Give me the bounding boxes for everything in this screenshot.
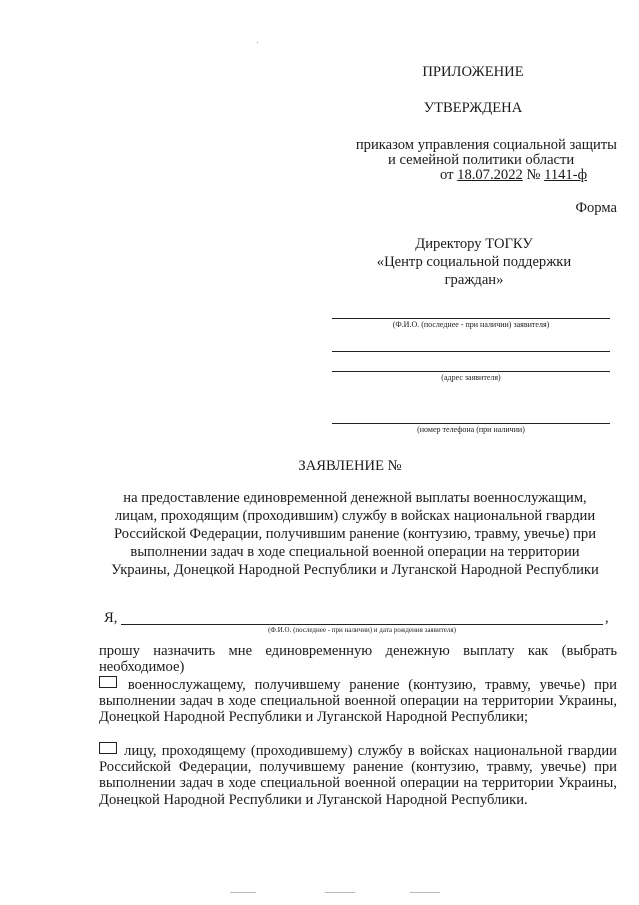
option-2-checkbox[interactable] xyxy=(99,742,117,754)
order-number-sign: № xyxy=(526,167,541,183)
order-number: 1141-ф xyxy=(544,167,588,183)
statement-subtitle-line: Украины, Донецкой Народной Республики и Луганской Народной Республики xyxy=(111,562,599,578)
statement-subtitle-line: лицам, проходящим (проходившим) службу в войсках национальной гвардии xyxy=(114,508,596,524)
form-label: Форма xyxy=(575,200,617,216)
applicant-phone-caption: (номер телефона (при наличии) xyxy=(417,425,525,434)
addressee-line-1: Директору ТОГКУ xyxy=(415,236,533,252)
i-line-comma: , xyxy=(605,610,609,626)
scan-artifact xyxy=(325,892,355,893)
applicant-name-dob-caption: (Ф.И.О. (последнее - при наличии) и дата рождения заявителя) xyxy=(268,626,456,634)
applicant-address-field-line-2[interactable] xyxy=(332,371,610,372)
addressee-block xyxy=(360,235,588,289)
approved-heading: УТВЕРЖДЕНА xyxy=(423,100,523,116)
addressee-line-2: «Центр социальной поддержки xyxy=(376,254,572,270)
statement-title: ЗАЯВЛЕНИЕ № xyxy=(298,458,402,474)
option-1 xyxy=(99,676,617,726)
addressee-line-3: граждан» xyxy=(444,272,504,288)
applicant-name-field-line[interactable] xyxy=(332,318,610,319)
i-label: Я, xyxy=(104,610,118,626)
statement-subtitle-line: выполнении задач в ходе специальной военной операции на территории xyxy=(130,544,580,560)
order-line-3 xyxy=(440,167,617,184)
statement-subtitle xyxy=(90,489,620,579)
order-date: 18.07.2022 xyxy=(457,167,523,183)
applicant-phone-field-line[interactable] xyxy=(332,423,610,424)
order-line-2: и семейной политики области xyxy=(388,152,575,168)
option-1-checkbox[interactable] xyxy=(99,676,117,688)
applicant-name-dob-field-line[interactable] xyxy=(121,624,603,625)
option-2-text: лицу, проходящему (проходившему) службу в войсках национальной гвардии Российской Федерации, получившему ранение (контузию, травму, увечье) при выполнении задач в ходе специальной военной операции на территории Украины, Донецкой Народной Республики и Луганской Народной Республики. xyxy=(99,743,617,808)
scan-artifact xyxy=(230,892,256,893)
option-1-text: военнослужащему, получившему ранение (контузию, травму, увечье) при выполнении задач в ходе специальной военной операции на территории Украины, Донецкой Народной Республики и Луганской Народной Республики; xyxy=(99,677,617,726)
option-2 xyxy=(99,742,617,808)
appendix-heading: ПРИЛОЖЕНИЕ xyxy=(422,64,524,80)
order-prefix: от xyxy=(440,167,454,183)
applicant-address-field-line-1[interactable] xyxy=(332,351,610,352)
scan-artifact xyxy=(410,892,440,893)
applicant-name-caption: (Ф.И.О. (последнее - при наличии) заявителя) xyxy=(392,320,550,329)
applicant-address-caption: (адрес заявителя) xyxy=(441,373,501,382)
statement-subtitle-line: на предоставление единовременной денежной выплаты военнослужащим, xyxy=(123,490,587,506)
statement-subtitle-line: Российской Федерации, получившим ранение (контузию, травму, увечье) при xyxy=(113,526,597,542)
order-line-1: приказом управления социальной защиты xyxy=(355,137,617,153)
scan-speck xyxy=(257,42,258,43)
request-paragraph: прошу назначить мне единовременную денежную выплату как (выбрать необходимое) xyxy=(99,643,617,676)
